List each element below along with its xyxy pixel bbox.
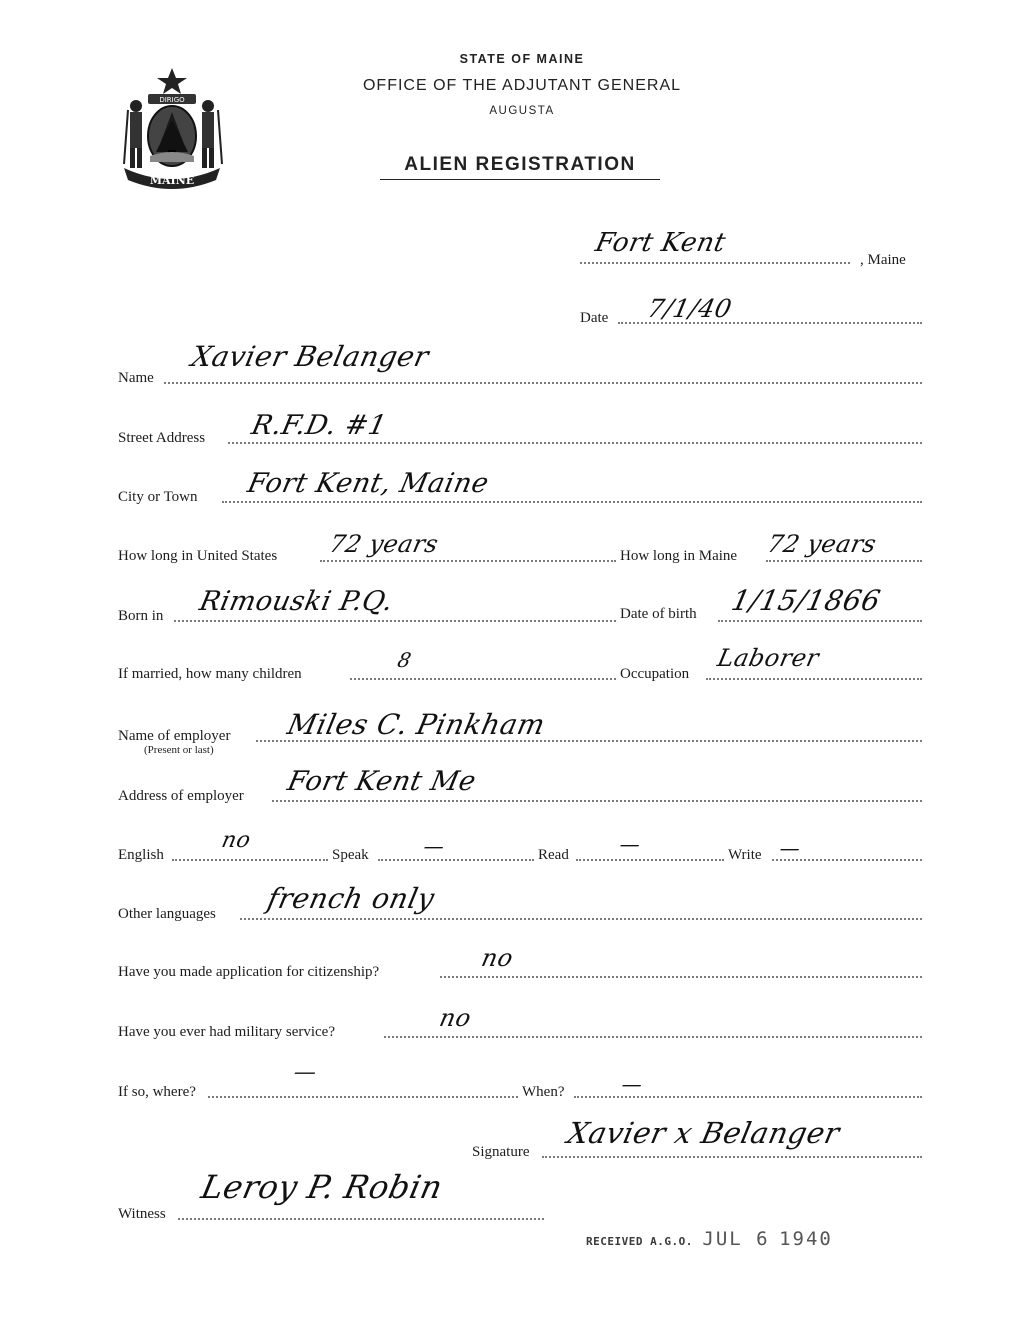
street-label: Street Address [118,430,206,446]
dob-dots [718,620,922,622]
occupation-value: Laborer [715,644,822,672]
city-dots [222,501,922,503]
children-value: 8 [395,648,414,672]
occupation-label: Occupation [620,666,690,682]
military-dots [384,1036,922,1038]
dob-label: Date of birth [620,606,697,622]
street-dots [228,442,922,444]
citizenship-dots [440,976,922,978]
signature-label: Signature [472,1144,530,1160]
name-value: Xavier Belanger [188,340,432,373]
state-seal-icon [118,64,226,194]
other-languages-value: french only [264,882,438,915]
where-label: If so, where? [118,1084,196,1100]
when-label: When? [522,1084,565,1100]
years-maine-label: How long in Maine [620,548,738,564]
header-city: AUGUSTA [489,105,555,117]
city-value: Fort Kent, Maine [244,468,492,499]
military-label: Have you ever had military service? [118,1024,335,1040]
city-label: City or Town [118,489,198,505]
english-dots [172,859,328,861]
years-us-label: How long in United States [118,548,278,564]
header-office: OFFICE OF THE ADJUTANT GENERAL [362,77,682,94]
witness-value: Leroy P. Robin [197,1168,447,1206]
name-dots [164,382,922,384]
street-value: R.F.D. #1 [248,410,390,441]
born-in-label: Born in [118,608,164,624]
dob-value: 1/15/1866 [728,584,884,617]
header-state: STATE OF MAINE [459,52,585,66]
citizenship-label: Have you made application for citizenship? [118,964,380,980]
signature-value: Xavier x Belanger [564,1116,843,1150]
date-label: Date [580,310,609,326]
employer-value: Miles C. Pinkham [284,708,549,741]
witness-dots [178,1218,544,1220]
when-dots [574,1096,922,1098]
years-maine-dots [766,560,922,562]
years-us-value: 72 years [327,530,442,558]
town-dots [580,262,850,264]
born-in-value: Rimouski P.Q. [196,586,397,617]
children-dots [350,678,616,680]
write-value: — [777,836,804,860]
where-dots [208,1096,518,1098]
form-title: ALIEN REGISTRATION [404,154,636,175]
witness-label: Witness [118,1206,166,1222]
military-value: no [437,1004,474,1032]
write-label: Write [728,847,762,863]
born-in-dots [174,620,616,622]
english-value: no [219,828,254,853]
title-underline [380,179,660,180]
read-label: Read [538,847,569,863]
stamp-year: 1940 [779,1228,833,1250]
citizenship-value: no [479,944,516,972]
occupation-dots [706,678,922,680]
employer-address-dots [272,800,922,802]
stamp-month-day: JUL 6 [702,1228,770,1250]
when-value: — [619,1072,646,1096]
years-us-dots [320,560,616,562]
employer-address-label: Address of employer [118,788,244,804]
where-value: — [291,1060,320,1085]
employer-sublabel: (Present or last) [144,744,214,756]
children-label: If married, how many children [118,666,302,682]
read-dots [576,859,724,861]
stamp-received: RECEIVED A.G.O. [586,1235,693,1248]
other-languages-label: Other languages [118,906,216,922]
town-value: Fort Kent [592,228,729,258]
read-value: — [617,832,644,856]
speak-label: Speak [332,847,369,863]
received-stamp [586,1228,833,1250]
name-label: Name [118,370,154,386]
seal-banner: MAINE [149,174,195,187]
employer-label: Name of employer [118,728,231,744]
employer-address-value: Fort Kent Me [284,766,480,797]
speak-value: — [421,834,448,858]
speak-dots [378,859,534,861]
town-suffix: , Maine [860,252,906,268]
english-label: English [118,847,164,863]
seal-motto: DIRIGO [159,96,185,104]
signature-dots [542,1156,922,1158]
years-maine-value: 72 years [765,530,880,558]
date-value: 7/1/40 [644,294,735,323]
other-languages-dots [240,918,922,920]
